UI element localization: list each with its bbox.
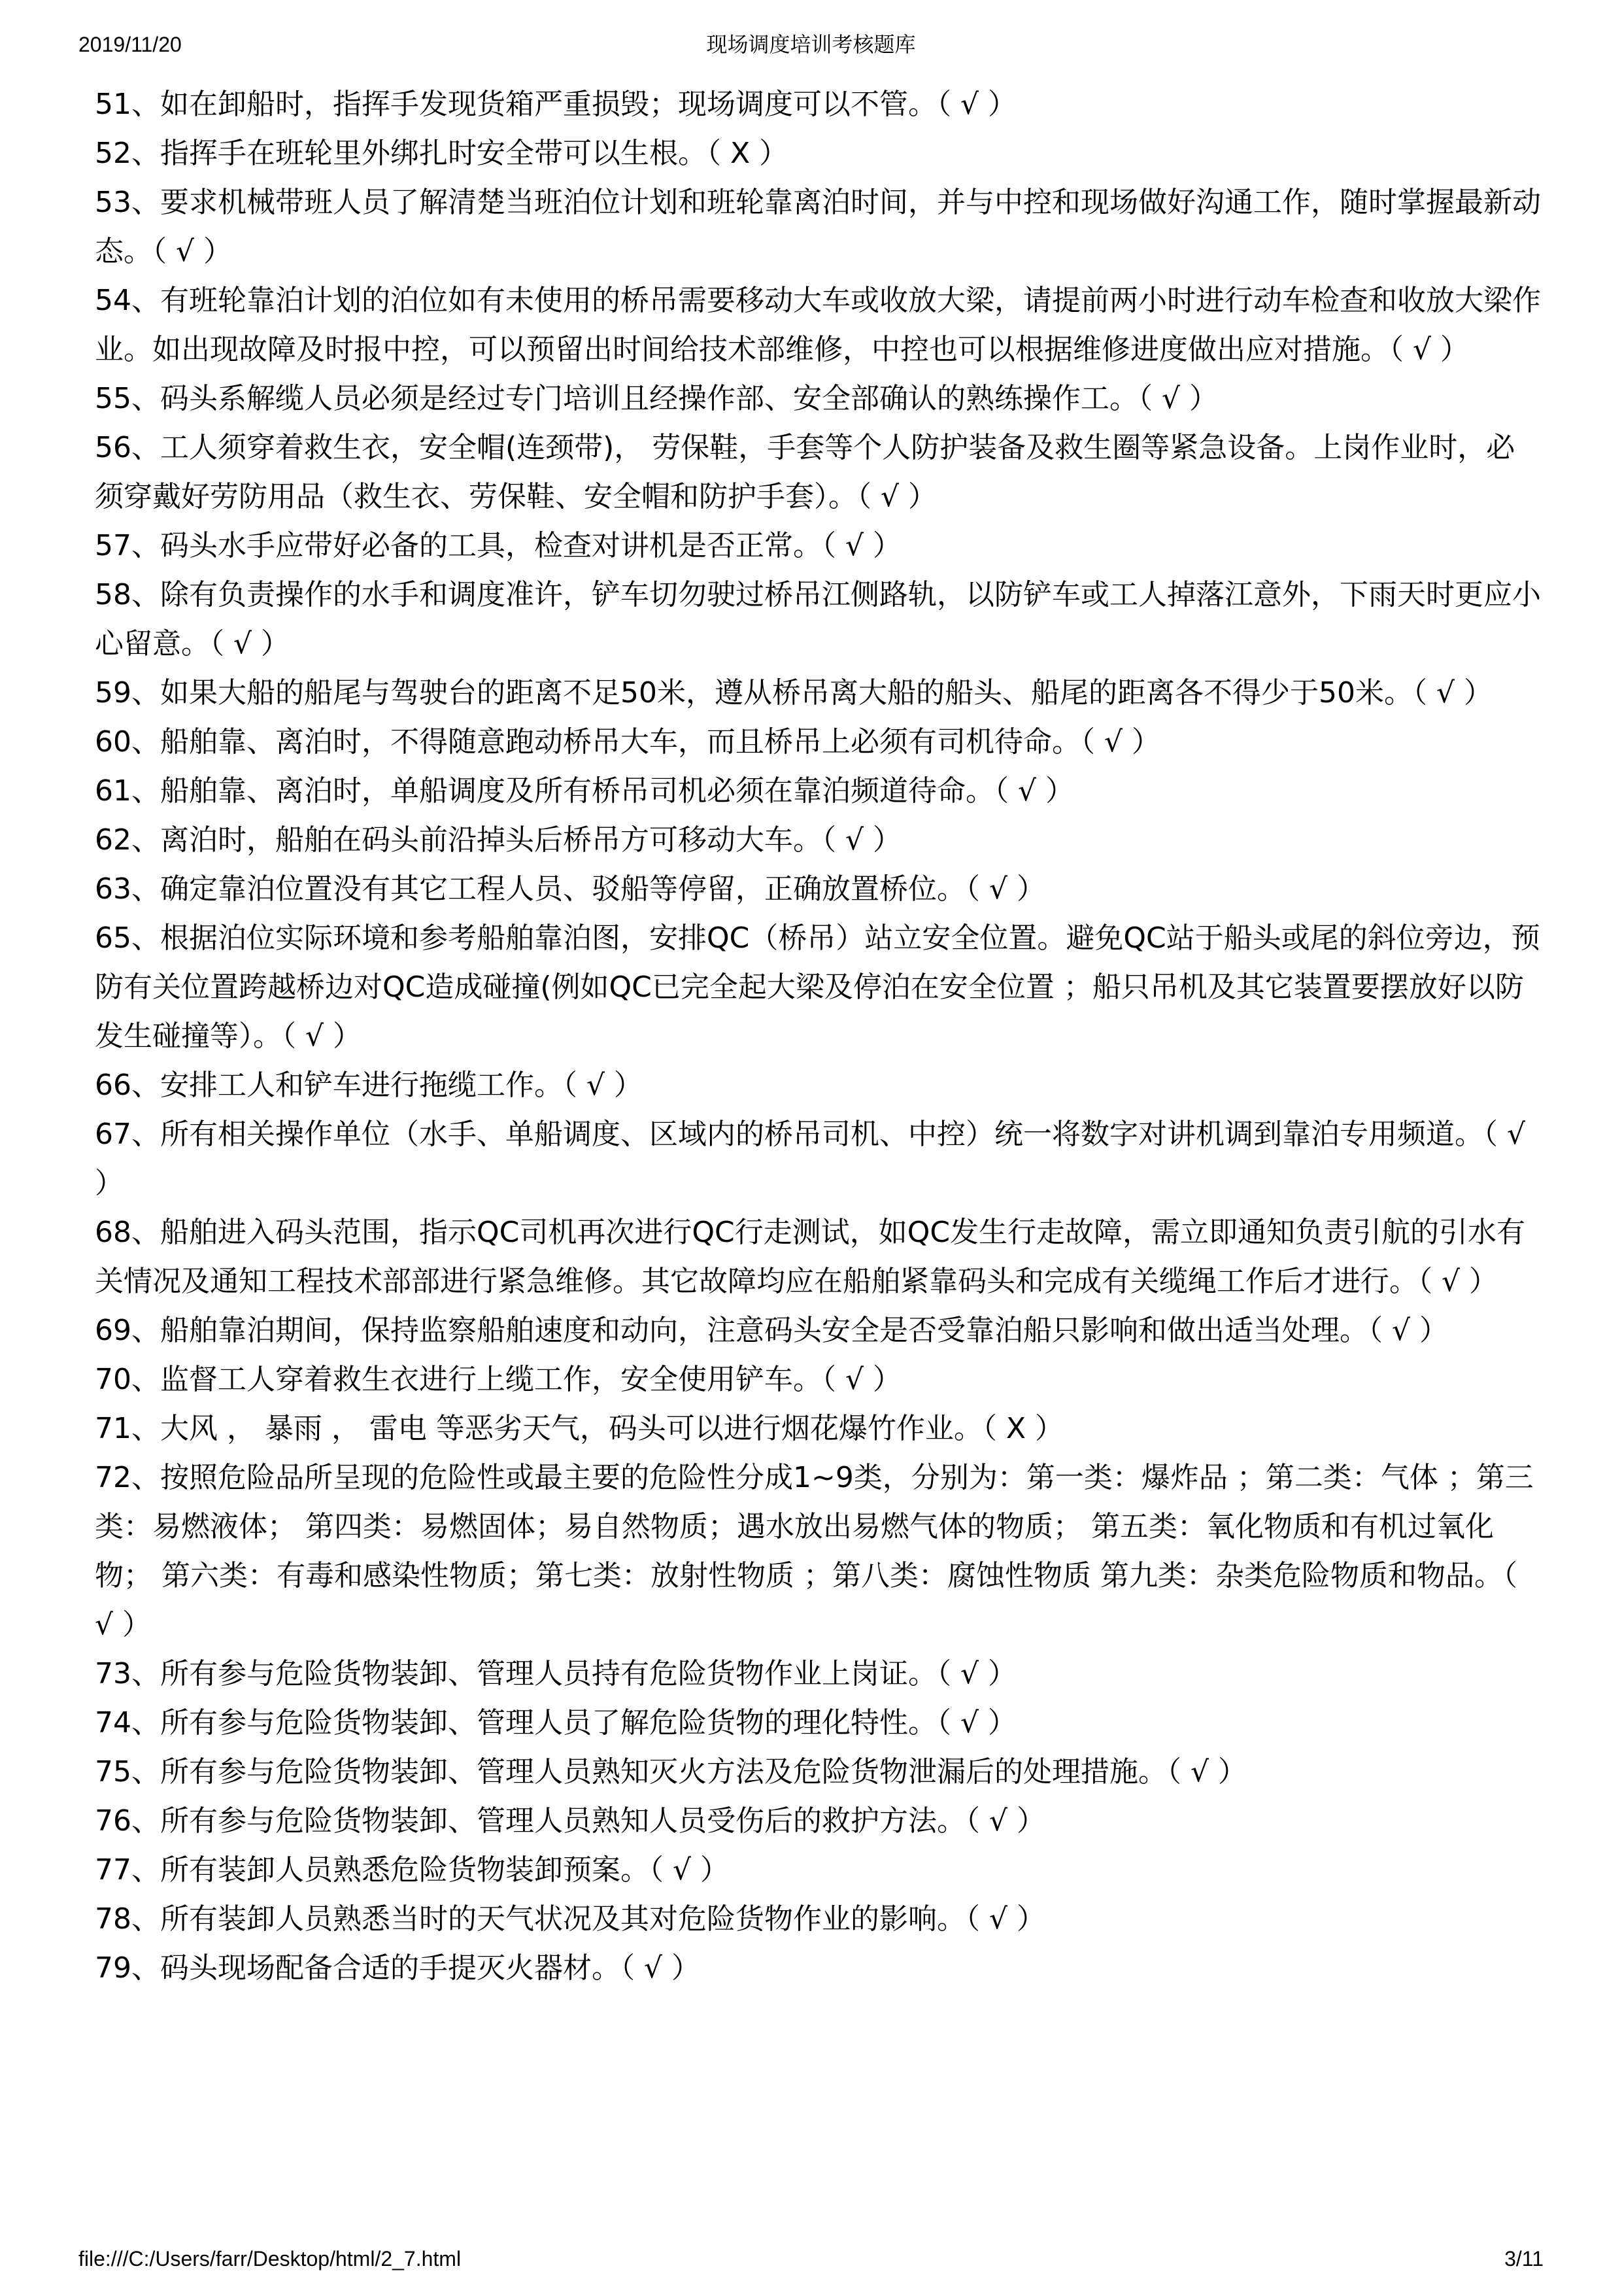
file-path: file:///C:/Users/farr/Desktop/html/2_7.html [78,2247,462,2270]
question-item: 58、除有负责操作的水手和调度准许，铲车切勿驶过桥吊江侧路轨，以防铲车或工人掉落江意外，下雨天时更应小心留意。（ √ ） [95,578,1541,660]
question-item: 52、指挥手在班轮里外绑扎时安全带可以生根。（ X ） [95,137,788,170]
question-item: 59、如果大船的船尾与驾驶台的距离不足50米，遵从桥吊离大船的船头、船尾的距离各不得少于50米。（ √ ） [95,676,1493,710]
question-item: 56、工人须穿着救生衣，安全帽(连颈带)， 劳保鞋，手套等个人防护装备及救生圈等紧急设备。上岗作业时，必须穿戴好劳防用品（救生衣、劳保鞋、安全帽和防护手套）。（ √ ） [95,431,1515,513]
question-item: 70、监督工人穿着救生衣进行上缆工作，安全使用铲车。（ √ ） [95,1363,902,1396]
question-item: 65、根据泊位实际环境和参考船舶靠泊图，安排QC（桥吊）站立安全位置。避免QC站于船头或尾的斜位旁边，预防有关位置跨越桥边对QC造成碰撞(例如QC已完全起大梁及停泊在安全位置 ；船只吊机及其它装置要摆放好以防发生碰撞等）。（ √ ） [95,921,1540,1053]
question-item: 68、船舶进入码头范围，指示QC司机再次进行QC行走测试，如QC发生行走故障，需立即通知负责引航的引水有关情况及通知工程技术部部进行紧急维修。其它故障均应在船舶紧靠码头和完成有关缆绳工作后才进行。（ √ ） [95,1216,1526,1298]
question-item: 73、所有参与危险货物装卸、管理人员持有危险货物作业上岗证。（ √ ） [95,1657,1017,1690]
question-item: 78、所有装卸人员熟悉当时的天气状况及其对危险货物作业的影响。（ √ ） [95,1902,1045,1936]
question-item: 53、要求机械带班人员了解清楚当班泊位计划和班轮靠离泊时间，并与中控和现场做好沟通工作，随时掌握最新动态。（ √ ） [95,186,1541,268]
question-list [95,80,1543,1993]
question-item: 72、按照危险品所呈现的危险性或最主要的危险性分成1~9类，分别为：第一类：爆炸品 ；第二类：气体 ；第三类：易燃液体； 第四类：易燃固体；易自然物质；遇水放出易燃气体的物质； 第五类：氧化物质和有机过氧化物； 第六类：有毒和感染性物质；第七类：放射性物质 ；第八类：腐蚀性物质 第九类：杂类危险物质和物品。（ √ ） [95,1461,1534,1641]
page-number: 3/11 [1504,2247,1544,2270]
question-item: 63、确定靠泊位置没有其它工程人员、驳船等停留，正确放置桥位。（ √ ） [95,872,1045,906]
question-item: 74、所有参与危险货物装卸、管理人员了解危险货物的理化特性。（ √ ） [95,1706,1017,1739]
question-item: 67、所有相关操作单位（水手、单船调度、区域内的桥吊司机、中控）统一将数字对讲机调到靠泊专用频道。（ √ ） [95,1118,1526,1200]
question-item: 69、船舶靠泊期间，保持监察船舶速度和动向，注意码头安全是否受靠泊船只影响和做出适当处理。（ √ ） [95,1314,1448,1347]
print-date: 2019/11/20 [78,33,182,56]
question-item: 79、码头现场配备合适的手提灭火器材。（ √ ） [95,1951,700,1985]
question-item: 60、船舶靠、离泊时，不得随意跑动桥吊大车，而且桥吊上必须有司机待命。（ √ ） [95,725,1160,759]
question-item: 77、所有装卸人员熟悉危险货物装卸预案。（ √ ） [95,1853,729,1887]
question-item: 57、码头水手应带好必备的工具，检查对讲机是否正常。（ √ ） [95,529,902,562]
question-item: 75、所有参与危险货物装卸、管理人员熟知灭火方法及危险货物泄漏后的处理措施。（ √ ） [95,1755,1247,1789]
question-item: 61、船舶靠、离泊时，单船调度及所有桥吊司机必须在靠泊频道待命。（ √ ） [95,774,1074,808]
question-item: 55、码头系解缆人员必须是经过专门培训且经操作部、安全部确认的熟练操作工。（ √ ） [95,382,1218,415]
question-item: 54、有班轮靠泊计划的泊位如有未使用的桥吊需要移动大车或收放大梁，请提前两小时进行动车检查和收放大梁作业。如出现故障及时报中控，可以预留出时间给技术部维修，中控也可以根据维修进度做出应对措施。（ √ ） [95,284,1541,366]
document-title: 现场调度培训考核题库 [706,33,916,56]
question-item: 51、如在卸船时，指挥手发现货箱严重损毁；现场调度可以不管。（ √ ） [95,88,1017,121]
question-item: 66、安排工人和铲车进行拖缆工作。（ √ ） [95,1069,643,1102]
question-item: 76、所有参与危险货物装卸、管理人员熟知人员受伤后的救护方法。（ √ ） [95,1804,1045,1838]
question-item: 62、离泊时，船舶在码头前沿掉头后桥吊方可移动大车。（ √ ） [95,823,902,857]
question-item: 71、大风 ， 暴雨 ， 雷电 等恶劣天气，码头可以进行烟花爆竹作业。（ X ） [95,1412,1064,1445]
